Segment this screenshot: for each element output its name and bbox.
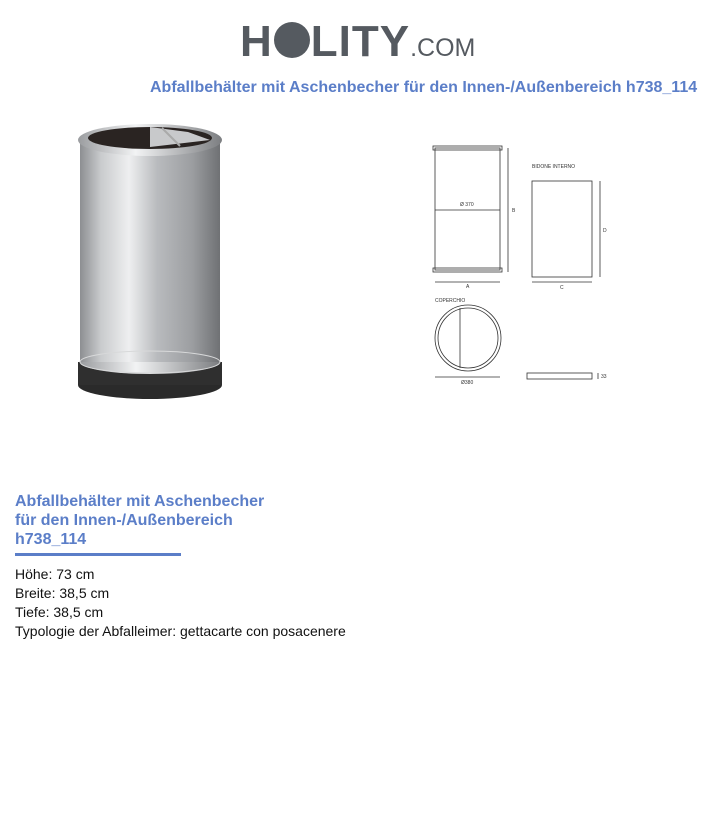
- product-title: [15, 492, 315, 549]
- product-image: [70, 112, 230, 412]
- dim-d: D: [603, 228, 607, 234]
- spec-depth: Tiefe: 38,5 cm: [15, 604, 104, 620]
- technical-drawing: [420, 140, 620, 390]
- spec-list: [15, 565, 346, 641]
- product-title-line3: h738_114: [15, 531, 87, 548]
- logo-letter-h: H: [240, 17, 273, 66]
- spec-width: Breite: 38,5 cm: [15, 585, 110, 601]
- logo-o-icon: [274, 22, 310, 58]
- product-title-line2: für den Innen-/Außenbereich: [15, 512, 233, 529]
- spec-height: Höhe: 73 cm: [15, 566, 95, 582]
- label-inner-bin: BIDONE INTERNO: [532, 164, 576, 170]
- title-underline: [15, 553, 181, 556]
- logo-letters: LITY: [310, 17, 411, 66]
- product-title-line1: Abfallbehälter mit Aschenbecher: [15, 493, 265, 510]
- logo-suffix: .COM: [410, 34, 476, 62]
- dim-lid-diameter: Ø380: [461, 380, 474, 386]
- dim-diameter: Ø 370: [460, 202, 474, 208]
- holity-logo[interactable]: [240, 14, 490, 70]
- logo-wordmark: [240, 14, 475, 76]
- spec-type: Typologie der Abfalleimer: gettacarte con posacenere: [15, 623, 346, 639]
- dim-c: C: [560, 285, 564, 291]
- dim-b: B: [512, 208, 516, 214]
- dim-a: A: [466, 284, 470, 290]
- label-lid: COPERCHIO: [435, 298, 466, 304]
- page-title: Abfallbehälter mit Aschenbecher für den Innen-/Außenbereich h738_114: [150, 79, 698, 96]
- dim-lid-height: 33: [601, 374, 607, 380]
